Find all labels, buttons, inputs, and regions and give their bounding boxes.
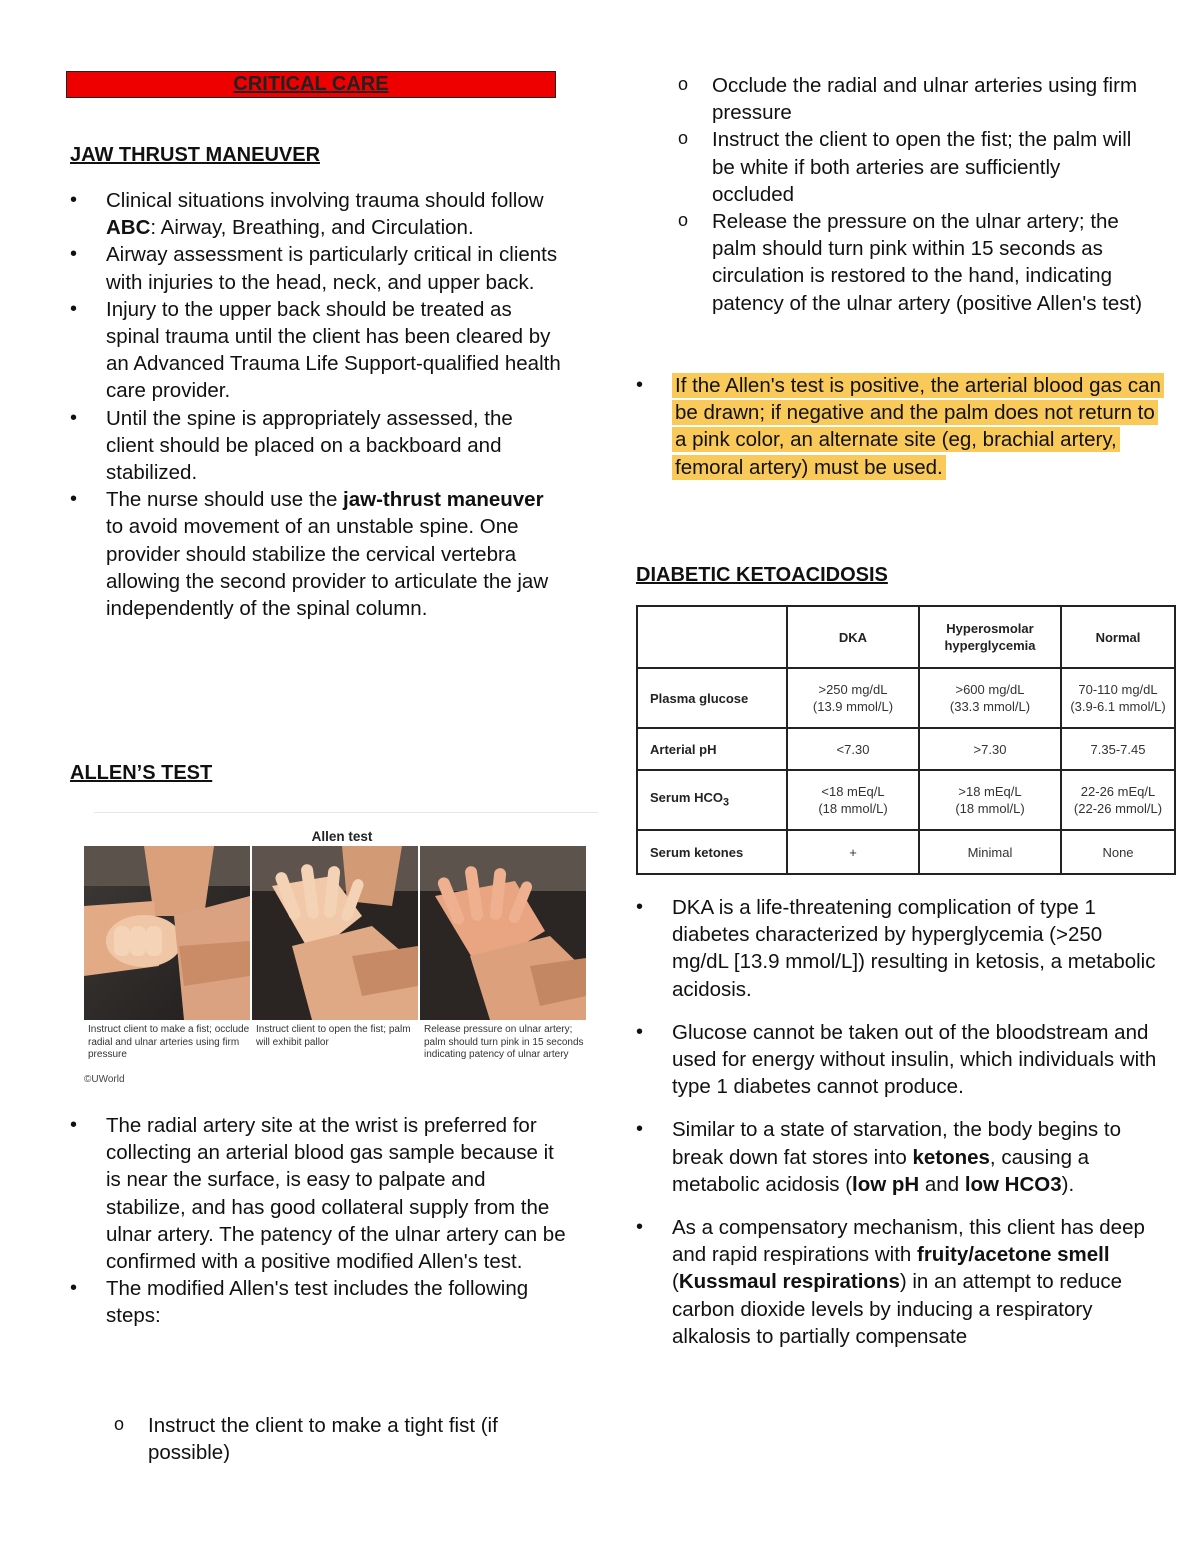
list-item: • The nurse should use the jaw-thrust maneuver to avoid movement of an unstable spine. One provider should stabilize the cervical vertebra allowing the second provider to articulate the jaw independently of the spinal column. — [66, 486, 566, 622]
table-row-label: Serum $HCO_3$ — [637, 770, 787, 830]
caption-step-3: Release pressure on ulnar artery; palm should turn pink in 15 seconds indicating patency of ulnar artery — [424, 1024, 584, 1060]
figure-credit: ©UWorld — [84, 1074, 125, 1085]
list-item: o Instruct the client to make a tight fist (if possible) — [114, 1412, 564, 1466]
table-row — [637, 770, 1175, 830]
table-cell: >600 mg/dL (33.3 mmol/L) — [919, 668, 1061, 728]
table-cell: 70-110 mg/dL (3.9-6.1 mmol/L) — [1061, 668, 1175, 728]
dka-list — [632, 894, 1162, 1350]
photo-pink-palm — [420, 846, 586, 1020]
allens-test-list — [66, 1112, 566, 1330]
list-item: o Occlude the radial and ulnar arteries using firm pressure — [678, 72, 1148, 126]
list-item: • Glucose cannot be taken out of the bloodstream and used for energy without insulin, which individuals with type 1 diabetes cannot produce. — [632, 1019, 1162, 1101]
dka-comparison-table — [636, 605, 1176, 875]
figure-title: Allen test — [311, 829, 373, 844]
list-item: • The radial artery site at the wrist is preferred for collecting an arterial blood gas sample because it is near the surface, is easy to palpate and stabilize, and has good collateral supply from the ulnar artery. The patency of the ulnar artery can be confirmed with a positive modified Allen's test. — [66, 1112, 566, 1275]
list-item: • Airway assessment is particularly critical in clients with injuries to the head, neck, and upper back. — [66, 241, 566, 295]
photo-fist — [84, 846, 250, 1020]
table-header-cell — [637, 606, 787, 668]
table-row — [637, 728, 1175, 770]
allens-steps-list-b — [678, 72, 1148, 317]
list-item: o Release the pressure on the ulnar artery; the palm should turn pink within 15 seconds as circulation is restored to the hand, indicating patency of the ulnar artery (positive Allen's test) — [678, 208, 1148, 317]
photo-open-palm — [252, 846, 418, 1020]
table-cell: <18 mEq/L (18 mmol/L) — [787, 770, 919, 830]
allen-test-figure — [84, 812, 600, 1088]
table-cell: + — [787, 830, 919, 874]
list-item: • DKA is a life-threatening complication of type 1 diabetes characterized by hyperglycemia (>250 mg/dL [13.9 mmol/L]) resulting in ketosis, a metabolic acidosis. — [632, 894, 1162, 1003]
table-header-cell: Hyperosmolar hyperglycemia — [919, 606, 1061, 668]
allens-steps-list-a — [114, 1412, 564, 1466]
table-row-label: Arterial pH — [637, 728, 787, 770]
table-header-cell: Normal — [1061, 606, 1175, 668]
list-item: • Injury to the upper back should be treated as spinal trauma until the client has been cleared by an Advanced Trauma Life Support-qualified health care provider. — [66, 296, 566, 405]
caption-step-1: Instruct client to make a fist; occlude radial and ulnar arteries using firm pressure — [88, 1024, 250, 1060]
table-cell: 22-26 mEq/L (22-26 mmol/L) — [1061, 770, 1175, 830]
allens-test-heading: ALLEN’S TEST — [70, 762, 213, 784]
table-cell: >7.30 — [919, 728, 1061, 770]
list-item: • The modified Allen's test includes the following steps: — [66, 1275, 566, 1329]
figure-divider — [94, 812, 598, 813]
list-item: o Instruct the client to open the fist; the palm will be white if both arteries are sufficiently occluded — [678, 126, 1148, 208]
table-row-label: Serum ketones — [637, 830, 787, 874]
table-cell: >18 mEq/L (18 mmol/L) — [919, 770, 1061, 830]
table-header-cell: DKA — [787, 606, 919, 668]
table-row — [637, 668, 1175, 728]
highlighted-text: If the Allen's test is positive, the arterial blood gas can be drawn; if negative and the palm does not return to a pink color, an alternate site (eg, brachial artery, femoral artery) must be used. — [672, 373, 1164, 480]
table-row — [637, 830, 1175, 874]
table-cell: None — [1061, 830, 1175, 874]
table-cell: >250 mg/dL (13.9 mmol/L) — [787, 668, 919, 728]
table-cell: Minimal — [919, 830, 1061, 874]
table-row-label: Plasma glucose — [637, 668, 787, 728]
table-cell: <7.30 — [787, 728, 919, 770]
dka-heading: DIABETIC KETOACIDOSIS — [636, 564, 888, 586]
list-item: • Clinical situations involving trauma should follow ABC: Airway, Breathing, and Circulation. — [66, 187, 566, 241]
jaw-thrust-list — [66, 187, 566, 622]
section-banner: CRITICAL CARE — [66, 71, 556, 98]
list-item: • As a compensatory mechanism, this client has deep and rapid respirations with fruity/acetone smell (Kussmaul respirations) in an attempt to reduce carbon dioxide levels by inducing a respiratory alkalosis to partially compensate — [632, 1214, 1162, 1350]
caption-step-2: Instruct client to open the fist; palm will exhibit pallor — [256, 1024, 411, 1048]
list-item: • Similar to a state of starvation, the body begins to break down fat stores into ketones, causing a metabolic acidosis (low pH and low HCO3). — [632, 1116, 1162, 1198]
jaw-thrust-heading: JAW THRUST MANEUVER — [70, 144, 321, 166]
allens-result-list — [632, 372, 1162, 481]
table-cell: 7.35-7.45 — [1061, 728, 1175, 770]
list-item: • Until the spine is appropriately assessed, the client should be placed on a backboard and stabilized. — [66, 405, 566, 487]
list-item — [632, 372, 1162, 481]
